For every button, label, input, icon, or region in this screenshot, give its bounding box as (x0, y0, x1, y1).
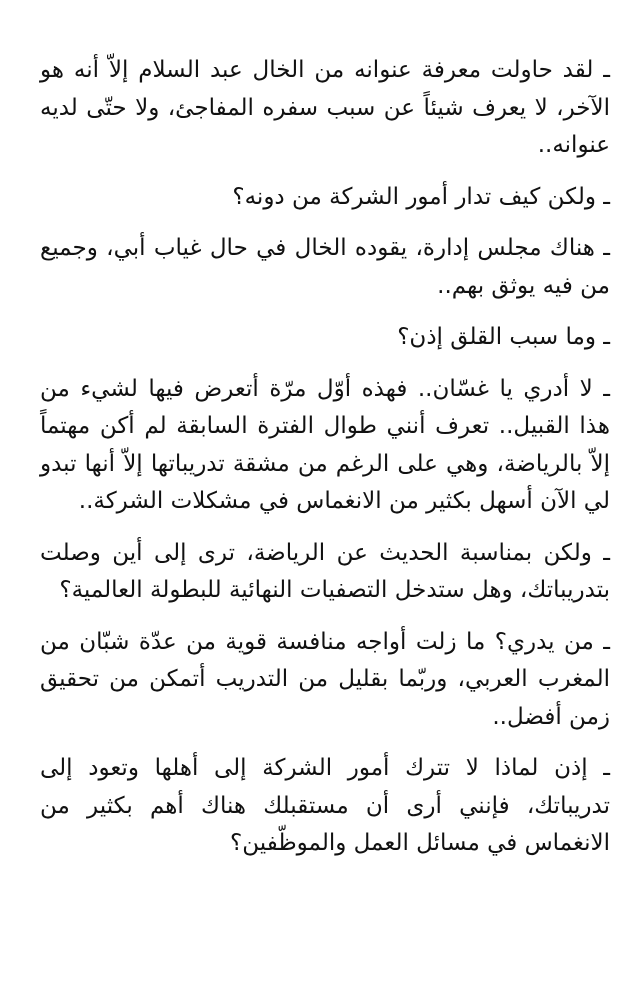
paragraph-6: ـ ولكن بمناسبة الحديث عن الرياضة، ترى إلى أين وصلت بتدريباتك، وهل ستدخل التصفيات النهائية للبطولة العالمية؟ (40, 539, 610, 603)
paragraph-8: ـ إذن لماذا لا تترك أمور الشركة إلى أهلها وتعود إلى تدريباتك، فإنني أرى أن مستقبلك هناك أهم بكثير من الانغماس في مسائل العمل والموظّفين؟ (40, 755, 610, 856)
paragraph-2: ـ ولكن كيف تدار أمور الشركة من دونه؟ (232, 183, 610, 210)
paragraph-5: ـ لا أدري يا غسّان.. فهذه أوّل مرّة أتعرض فيها لشيء من هذا القبيل.. تعرف أنني طوال الفترة السابقة لم أكن مهتماً إلاّ بالرياضة، وهي على الرغم من مشقة تدريباتها إلاّ أنها تبدو لي الآن أسهل بكثير من الانغماس في مشكلات الشركة.. (40, 375, 610, 514)
book-page (40, 52, 610, 877)
paragraph-3: ـ هناك مجلس إدارة، يقوده الخال في حال غياب أبي، وجميع من فيه يوثق بهم.. (40, 235, 610, 299)
paragraph-1: ـ لقد حاولت معرفة عنوانه من الخال عبد السلام إلاّ أنه هو الآخر، لا يعرف شيئاً عن سبب سفره المفاجئ، ولا حتّى لديه عنوانه.. (40, 57, 610, 158)
paragraph-4: ـ وما سبب القلق إذن؟ (397, 324, 610, 350)
paragraph-7: ـ من يدري؟ ما زلت أواجه منافسة قوية من عدّة شبّان من المغرب العربي، وربّما بقليل من التدريب أتمكن من تحقيق زمن أفضل.. (40, 628, 610, 730)
